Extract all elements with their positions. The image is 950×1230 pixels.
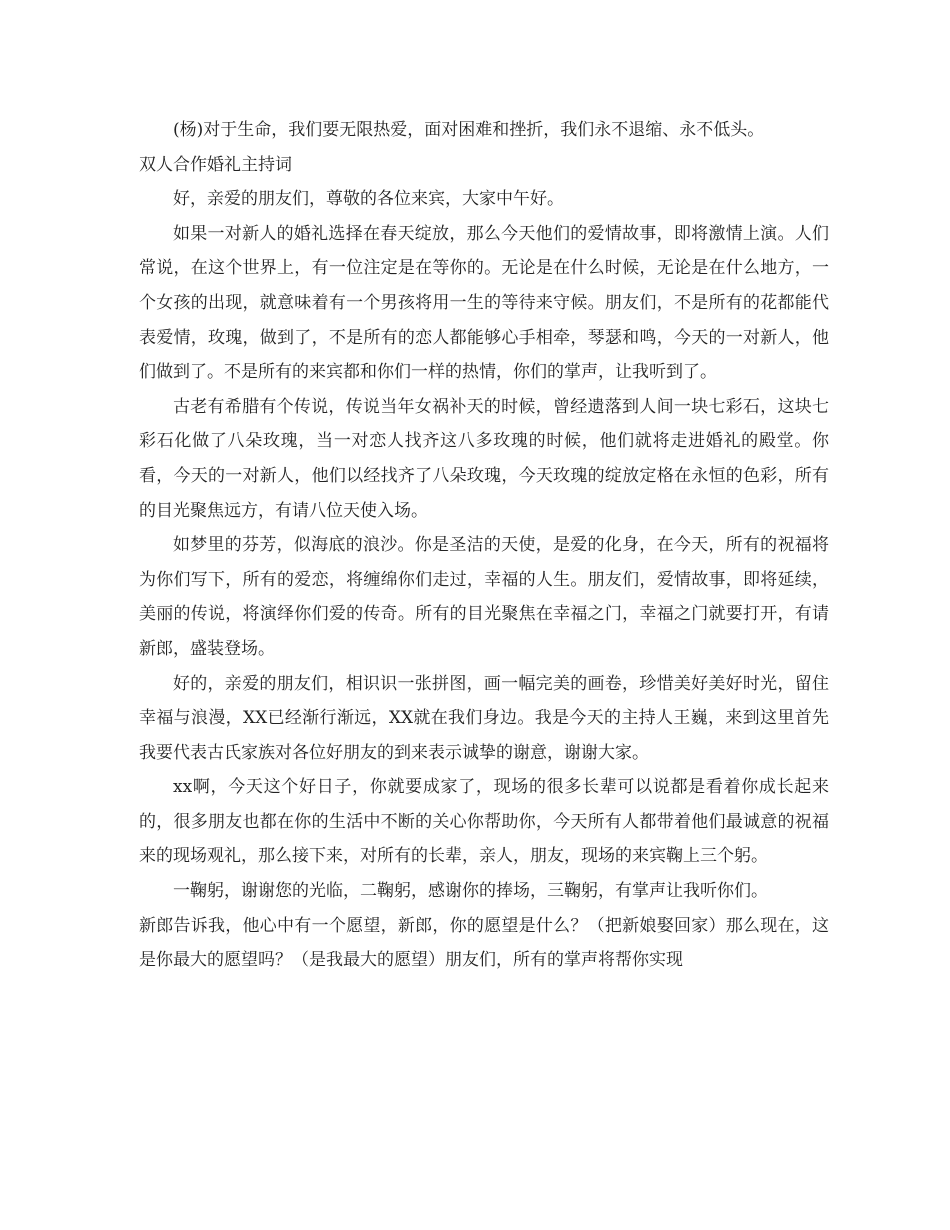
paragraph-spring-wedding: 如果一对新人的婚礼选择在春天绽放，那么今天他们的爱情故事，即将激情上演。人们常说，在这个世界上，有一位注定是在等你的。无论是在什么时候，无论是在什么地方，一个女孩的出现，就意味着有一个男孩将用一生的等待来守候。朋友们，不是所有的花都能代表爱情，玫瑰，做到了，不是所有的恋人都能够心手相牵，琴瑟和鸣，今天的一对新人，他们做到了。不是所有的来宾都和你们一样的热情，你们的掌声，让我听到了。: [139, 223, 829, 383]
paragraph-elders: xx啊，今天这个好日子，你就要成家了，现场的很多长辈可以说都是看着你成长起来的，很多朋友也都在你的生活中不断的关心你帮助你，今天所有人都带着他们最诚意的祝福来的现场观礼，那么接下来，对所有的长辈，亲人，朋友，现场的来宾鞠上三个躬。: [139, 777, 829, 867]
paragraph-bows: 一鞠躬，谢谢您的光临，二鞠躬，感谢你的捧场，三鞠躬，有掌声让我听你们。: [173, 881, 768, 902]
paragraph-dream: 如梦里的芬芳，似海底的浪沙。你是圣洁的天使，是爱的化身，在今天，所有的祝福将为你们写下，所有的爱恋，将缠绵你们走过，幸福的人生。朋友们，爱情故事，即将延续，美丽的传说，将演绎你们爱的传奇。所有的目光聚焦在幸福之门，幸福之门就要打开，有请新郎，盛装登场。: [139, 535, 829, 659]
paragraph-greeting: 好，亲爱的朋友们，尊敬的各位来宾，大家中午好。: [173, 189, 564, 210]
document-body: [139, 113, 829, 978]
paragraph-groom-wish: 新郎告诉我，他心中有一个愿望，新郎，你的愿望是什么？（把新娘娶回家）那么现在，这是你最大的愿望吗？（是我最大的愿望）朋友们，所有的掌声将帮你实现: [139, 915, 829, 971]
paragraph-intro-line: (杨)对于生命，我们要无限热爱，面对困难和挫折，我们永不退缩、永不低头。: [173, 120, 765, 140]
document-title: 双人合作婚礼主持词: [139, 154, 292, 175]
paragraph-legend: 古老有希腊有个传说，传说当年女祸补天的时候，曾经遗落到人间一块七彩石，这块七彩石化做了八朵玫瑰，当一对恋人找齐这八多玫瑰的时候，他们就将走进婚礼的殿堂。你看，今天的一对新人，他们以经找齐了八朵玫瑰，今天玫瑰的绽放定格在永恒的色彩，所有的目光聚焦远方，有请八位天使入场。: [139, 396, 829, 521]
paragraph-host-intro: 好的，亲爱的朋友们，相识识一张拼图，画一幅完美的画卷，珍惜美好美好时光，留住幸福与浪漫，XX已经渐行渐远，XX就在我们身边。我是今天的主持人王巍，来到这里首先我要代表古氏家族对各位好朋友的到来表示诚挚的谢意，谢谢大家。: [139, 673, 829, 763]
